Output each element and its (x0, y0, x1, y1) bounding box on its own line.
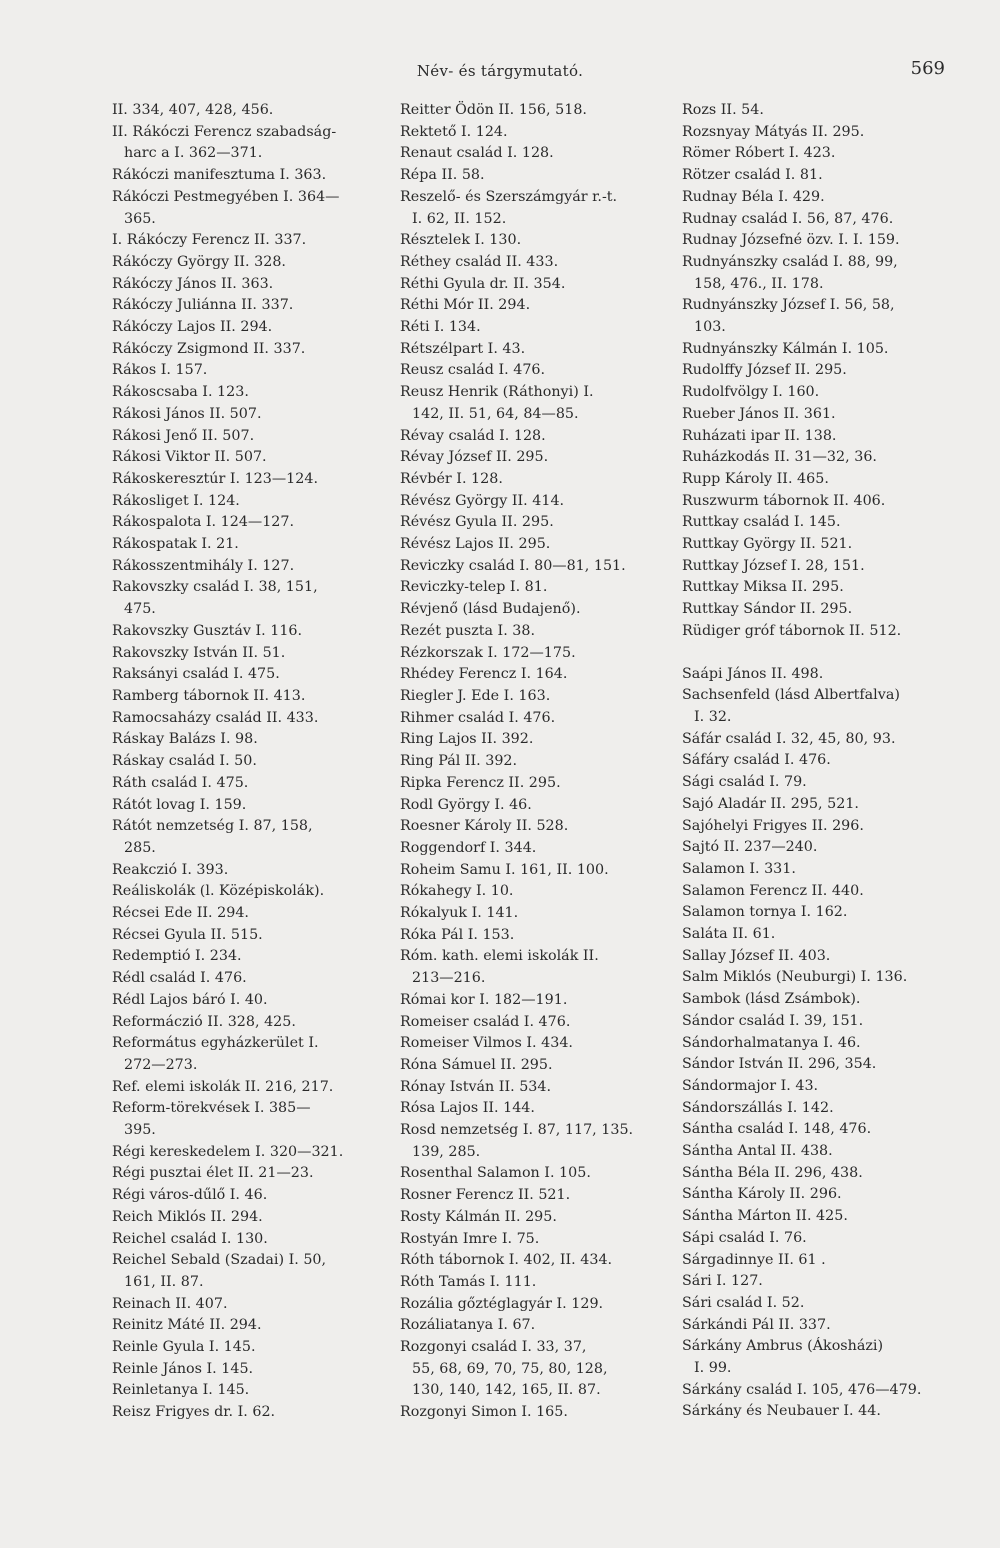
index-entry: Römer Róbert I. 423. (682, 145, 836, 162)
index-entry: Renaut család I. 128. (400, 145, 554, 162)
index-entry: Saápi János II. 498. (682, 665, 824, 682)
index-entry: Rókahegy I. 10. (400, 883, 514, 900)
index-entry: Roesner Károly II. 528. (400, 818, 569, 835)
index-entry: Rosner Ferencz II. 521. (400, 1187, 571, 1204)
index-entry: Rudnyánszky József I. 56, 58, (682, 297, 895, 314)
index-entry: Romeiser család I. 476. (400, 1013, 571, 1030)
index-entry: Rosd nemzetség I. 87, 117, 135. (400, 1122, 634, 1139)
index-entry: Régi kereskedelem I. 320—321. (112, 1143, 344, 1160)
index-entry: I. Rákóczy Ferencz II. 337. (112, 232, 307, 249)
index-entry: I. 62, II. 152. (412, 210, 507, 227)
index-entry: Salamon I. 331. (682, 860, 796, 877)
index-entry: Reakczió I. 393. (112, 861, 229, 878)
index-entry: Ruttkay György II. 521. (682, 536, 853, 553)
index-entry: Sárkány család I. 105, 476—479. (682, 1381, 922, 1398)
index-entry: Rákóczy Lajos II. 294. (112, 319, 273, 336)
index-entry: Salamon Ferencz II. 440. (682, 882, 864, 899)
index-entry: Rákóczi manifesztuma I. 363. (112, 167, 327, 184)
index-entry: Salamon tornya I. 162. (682, 904, 848, 921)
index-entry: Sándorszállás I. 142. (682, 1099, 834, 1116)
index-entry: Sándormajor I. 43. (682, 1077, 819, 1094)
index-entry: Ref. elemi iskolák II. 216, 217. (112, 1078, 334, 1095)
index-entry: Rudnyánszky Kálmán I. 105. (682, 340, 889, 357)
page-header-title: Név- és tárgymutató. (416, 62, 584, 80)
index-entry: Rakovszky Gusztáv I. 116. (112, 622, 303, 639)
index-entry: 103. (694, 319, 726, 336)
index-entry: Ramocsaházy család II. 433. (112, 709, 319, 726)
index-entry: Ruttkay József I. 28, 151. (682, 557, 865, 574)
index-entry: Reinle Gyula I. 145. (112, 1339, 256, 1356)
index-entry: Sambok (lásd Zsámbok). (682, 991, 861, 1008)
index-entry: Rakovszky család I. 38, 151, (112, 579, 318, 596)
page-number: 569 (910, 58, 945, 79)
index-entry: Régi pusztai élet II. 21—23. (112, 1165, 314, 1182)
index-entry: Rákos I. 157. (112, 362, 208, 379)
index-entry: Sántha család I. 148, 476. (682, 1121, 872, 1138)
index-entry: Résztelek I. 130. (400, 232, 522, 249)
index-entry: Reformáczió II. 328, 425. (112, 1013, 296, 1030)
index-entry: Sári I. 127. (682, 1273, 763, 1290)
index-entry: Reinletanya I. 145. (112, 1382, 250, 1399)
index-entry: Révész György II. 414. (400, 492, 565, 509)
index-entry: Ruházati ipar II. 138. (682, 427, 837, 444)
index-entry: Ramberg tábornok II. 413. (112, 687, 306, 704)
index-entry: harc a I. 362—371. (124, 145, 263, 162)
index-entry: Róth tábornok I. 402, II. 434. (400, 1252, 613, 1269)
index-entry: Ráskay Balázs I. 98. (112, 731, 258, 748)
index-entry: 158, 476., II. 178. (694, 275, 824, 292)
index-entry: 285. (124, 839, 156, 856)
index-entry: Sajóhelyi Frigyes II. 296. (682, 817, 864, 834)
index-entry: Rákosi Viktor II. 507. (112, 449, 267, 466)
index-entry: Récsei Ede II. 294. (112, 905, 249, 922)
index-entry: Rozgonyi Simon I. 165. (400, 1404, 568, 1421)
index-entry: Rákóczi Pestmegyében I. 364— (112, 188, 340, 205)
index-entry: Reviczky család I. 80—81, 151. (400, 557, 626, 574)
index-entry: Ráskay család I. 50. (112, 753, 257, 770)
index-entry: Sárkándi Pál II. 337. (682, 1316, 831, 1333)
index-entry: Rákóczy György II. 328. (112, 253, 286, 270)
index-entry: Rozália gőztéglagyár I. 129. (400, 1295, 604, 1312)
index-entry: Róna Sámuel II. 295. (400, 1056, 553, 1073)
index-entry: Rákospalota I. 124—127. (112, 514, 295, 531)
index-entry: Riegler J. Ede I. 163. (400, 687, 551, 704)
index-entry: Réti I. 134. (400, 319, 481, 336)
index-entry: Ruttkay Miksa II. 295. (682, 579, 844, 596)
index-entry: Ripka Ferencz II. 295. (400, 774, 561, 791)
index-entry: Réthi Mór II. 294. (400, 297, 531, 314)
index-entry: Rédl család I. 476. (112, 970, 247, 987)
index-entry: Rueber János II. 361. (682, 405, 836, 422)
index-entry: Révész Lajos II. 295. (400, 536, 551, 553)
index-entry: 142, II. 51, 64, 84—85. (412, 405, 579, 422)
index-entry: Sándor család I. 39, 151. (682, 1012, 864, 1029)
index-entry: Rozs II. 54. (682, 102, 764, 118)
index-entry: Salm Miklós (Neuburgi) I. 136. (682, 969, 908, 986)
index-entry: Rhédey Ferencz I. 164. (400, 666, 568, 683)
index-entry: 213—216. (412, 970, 486, 987)
index-entry: Sajó Aladár II. 295, 521. (682, 795, 859, 812)
index-entry: Reinach II. 407. (112, 1295, 228, 1312)
index-entry: Reáliskolák (l. Középiskolák). (112, 883, 325, 900)
index-entry: Rudolffy József II. 295. (682, 362, 847, 379)
index-entry: Sárgadinnye II. 61 . (682, 1251, 826, 1268)
index-entry: Sáfár család I. 32, 45, 80, 93. (682, 730, 896, 747)
index-entry: Révay család I. 128. (400, 427, 546, 444)
index-entry: Raksányi család I. 475. (112, 666, 280, 683)
index-entry: Roheim Samu I. 161, II. 100. (400, 861, 609, 878)
index-entry: II. Rákóczi Ferencz szabadság- (112, 123, 337, 140)
index-entry: Rónay István II. 534. (400, 1078, 552, 1095)
index-entry: Rezét puszta I. 38. (400, 622, 536, 639)
index-entry: Sántha Antal II. 438. (682, 1143, 833, 1160)
index-entry: 272—273. (124, 1056, 198, 1073)
index-entry: Réthi Gyula dr. II. 354. (400, 275, 566, 292)
index-entry: Roggendorf I. 344. (400, 839, 537, 856)
index-entry: Rókalyuk I. 141. (400, 905, 519, 922)
index-entry: 475. (124, 601, 156, 618)
index-entry: Sári család I. 52. (682, 1294, 805, 1311)
index-entry: Rektető I. 124. (400, 123, 508, 140)
index-entry: Református egyházkerület I. (112, 1035, 319, 1052)
index-entry: Rozsnyay Mátyás II. 295. (682, 123, 865, 140)
index-entry: Rudnay család I. 56, 87, 476. (682, 210, 894, 227)
index-entry: Róka Pál I. 153. (400, 926, 515, 943)
index-entry: Répa II. 58. (400, 167, 485, 184)
index-entry: Rósa Lajos II. 144. (400, 1100, 535, 1117)
index-entry: Rédl Lajos báró I. 40. (112, 991, 268, 1008)
index-entry: Reichel Sebald (Szadai) I. 50, (112, 1252, 327, 1269)
index-entry: Rodl György I. 46. (400, 796, 532, 813)
index-entry: Rudnay Józsefné özv. I. I. 159. (682, 232, 900, 249)
index-column-1 (112, 100, 387, 1424)
index-entry: Rákosliget I. 124. (112, 492, 240, 509)
index-entry: 55, 68, 69, 70, 75, 80, 128, (412, 1360, 608, 1377)
index-entry: Rézkorszak I. 172—175. (400, 644, 576, 661)
index-entry: Rákoscsaba I. 123. (112, 384, 249, 401)
index-entry: Ráth család I. 475. (112, 774, 249, 791)
index-entry: Sántha Béla II. 296, 438. (682, 1164, 863, 1181)
index-entry: Rákóczy Juliánna II. 337. (112, 297, 294, 314)
index-entry: Ring Lajos II. 392. (400, 731, 534, 748)
index-entry: Reszelő- és Szerszámgyár r.-t. (400, 188, 618, 205)
index-entry: Rupp Károly II. 465. (682, 470, 829, 487)
index-entry: Rákosi Jenő II. 507. (112, 427, 255, 444)
index-entry: 365. (124, 210, 156, 227)
index-entry: Rétszélpart I. 43. (400, 340, 526, 357)
index-entry: Reisz Frigyes dr. I. 62. (112, 1404, 276, 1421)
index-entry: I. 32. (694, 708, 732, 725)
index-entry: Ruszwurm tábornok II. 406. (682, 492, 886, 509)
index-entry: Rüdiger gróf tábornok II. 512. (682, 622, 902, 639)
index-entry: Sajtó II. 237—240. (682, 839, 818, 856)
index-entry: Római kor I. 182—191. (400, 991, 568, 1008)
index-entry: Ring Pál II. 392. (400, 753, 518, 770)
index-entry: Récsei Gyula II. 515. (112, 926, 263, 943)
index-entry: Sándorhalmatanya I. 46. (682, 1034, 861, 1051)
index-entry: Rakovszky István II. 51. (112, 644, 286, 661)
index-entry: Redemptió I. 234. (112, 948, 242, 965)
index-entry: Sápi család I. 76. (682, 1229, 807, 1246)
index-entry: Romeiser Vilmos I. 434. (400, 1035, 573, 1052)
index-entry: 130, 140, 142, 165, II. 87. (412, 1382, 601, 1399)
index-entry: Rostyán Imre I. 75. (400, 1230, 540, 1247)
index-entry: Rátót nemzetség I. 87, 158, (112, 818, 313, 835)
index-entry: Rozáliatanya I. 67. (400, 1317, 536, 1334)
index-entry: Reviczky-telep I. 81. (400, 579, 548, 596)
index-entry: Rosenthal Salamon I. 105. (400, 1165, 591, 1182)
index-entry: Rákoskeresztúr I. 123—124. (112, 470, 318, 487)
index-column-3 (682, 100, 967, 1423)
index-entry: Róth Tamás I. 111. (400, 1273, 537, 1290)
index-entry: I. 99. (694, 1360, 732, 1377)
index-entry: Saláta II. 61. (682, 926, 776, 943)
index-entry: Rákóczy János II. 363. (112, 275, 274, 292)
index-entry: Sárkány Ambrus (Ákosházi) (682, 1338, 884, 1355)
index-entry: II. 334, 407, 428, 456. (112, 102, 274, 118)
index-entry: Rákosi János II. 507. (112, 405, 262, 422)
index-entry: Régi város-dűlő I. 46. (112, 1187, 268, 1204)
index-entry: Reinitz Máté II. 294. (112, 1317, 262, 1334)
index-entry: Sáfáry család I. 476. (682, 752, 831, 769)
index-entry: Sági család I. 79. (682, 774, 807, 791)
index-entry: Rosty Kálmán II. 295. (400, 1208, 557, 1225)
index-entry: Ruttkay Sándor II. 295. (682, 601, 853, 618)
index-entry: Reform-törekvések I. 385— (112, 1100, 311, 1117)
index-entry: Reusz család I. 476. (400, 362, 546, 379)
index-entry: Rihmer család I. 476. (400, 709, 556, 726)
index-entry: Reusz Henrik (Ráthonyi) I. (400, 384, 594, 401)
index-entry: Réthey család II. 433. (400, 253, 559, 270)
index-entry: Ruházkodás II. 31—32, 36. (682, 449, 877, 466)
index-entry: Rudnyánszky család I. 88, 99, (682, 253, 898, 270)
index-entry: Sárkány és Neubauer I. 44. (682, 1403, 881, 1420)
index-entry: Sántha Márton II. 425. (682, 1208, 848, 1225)
index-entry: Sallay József II. 403. (682, 947, 831, 964)
index-entry: Rozgonyi család I. 33, 37, (400, 1339, 587, 1356)
index-entry: Reitter Ödön II. 156, 518. (400, 102, 587, 118)
index-entry: Révész Gyula II. 295. (400, 514, 554, 531)
index-entry: 139, 285. (412, 1143, 481, 1160)
index-entry: Reichel család I. 130. (112, 1230, 268, 1247)
index-entry: Sachsenfeld (lásd Albertfalva) (682, 687, 900, 704)
index-entry: 161, II. 87. (124, 1273, 204, 1290)
index-column-2 (400, 100, 662, 1424)
index-entry: Sántha Károly II. 296. (682, 1186, 842, 1203)
index-entry: Rötzer család I. 81. (682, 167, 823, 184)
index-entry: Rákóczy Zsigmond II. 337. (112, 340, 306, 357)
index-entry: Ruttkay család I. 145. (682, 514, 841, 531)
index-entry: Révjenő (lásd Budajenő). (400, 601, 581, 618)
index-entry: Révay József II. 295. (400, 449, 549, 466)
index-entry: Sándor István II. 296, 354. (682, 1056, 877, 1073)
index-entry: 395. (124, 1122, 156, 1139)
index-entry: Reich Miklós II. 294. (112, 1208, 263, 1225)
index-entry: Rátót lovag I. 159. (112, 796, 247, 813)
index-entry: Révbér I. 128. (400, 470, 503, 487)
index-entry: Rudnay Béla I. 429. (682, 188, 825, 205)
index-entry: Rákosszentmihály I. 127. (112, 557, 295, 574)
index-entry: Reinle János I. 145. (112, 1360, 254, 1377)
index-entry: Rákospatak I. 21. (112, 536, 239, 553)
index-entry: Róm. kath. elemi iskolák II. (400, 948, 599, 965)
index-entry: Rudolfvölgy I. 160. (682, 384, 820, 401)
